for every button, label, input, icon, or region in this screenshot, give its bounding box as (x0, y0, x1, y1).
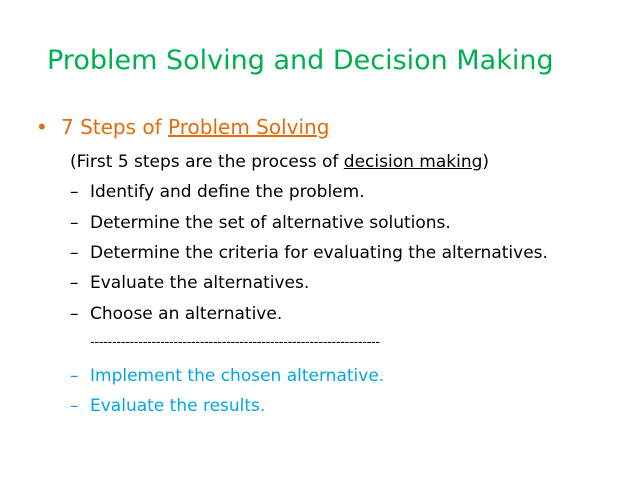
decision-making-link[interactable]: decision making (343, 152, 483, 172)
dash-marker: – (70, 396, 79, 416)
bullet-marker: • (36, 115, 48, 139)
followup-step-item (70, 364, 384, 388)
bullet-prefix: 7 Steps of (61, 115, 169, 139)
step-text: Determine the set of alternative solutions. (90, 213, 451, 233)
separator-line: ------------------------------------------------------------------ (90, 335, 380, 350)
step-text: Evaluate the alternatives. (90, 273, 310, 293)
dash-marker: – (70, 182, 79, 202)
decision-making-note (70, 150, 489, 174)
followup-step-text: Evaluate the results. (90, 396, 266, 416)
note-before: (First 5 steps are the process of (70, 152, 344, 172)
step-item (70, 180, 365, 204)
step-item (70, 211, 451, 235)
dash-marker: – (70, 304, 79, 324)
problem-solving-link[interactable]: Problem Solving (168, 115, 330, 139)
followup-step-text: Implement the chosen alternative. (90, 366, 385, 386)
step-text: Identify and define the problem. (90, 182, 365, 202)
dash-marker: – (70, 366, 79, 386)
followup-step-item (70, 394, 265, 418)
step-text: Choose an alternative. (90, 304, 283, 324)
note-after: ) (482, 152, 490, 172)
step-text: Determine the criteria for evaluating the alternatives. (90, 243, 548, 263)
step-item (70, 241, 548, 265)
dash-marker: – (70, 243, 79, 263)
bullet-heading (36, 113, 329, 141)
dash-marker: – (70, 213, 79, 233)
slide-title: Problem Solving and Decision Making (47, 45, 554, 76)
step-item (70, 271, 309, 295)
step-item (70, 302, 282, 326)
dash-marker: – (70, 273, 79, 293)
